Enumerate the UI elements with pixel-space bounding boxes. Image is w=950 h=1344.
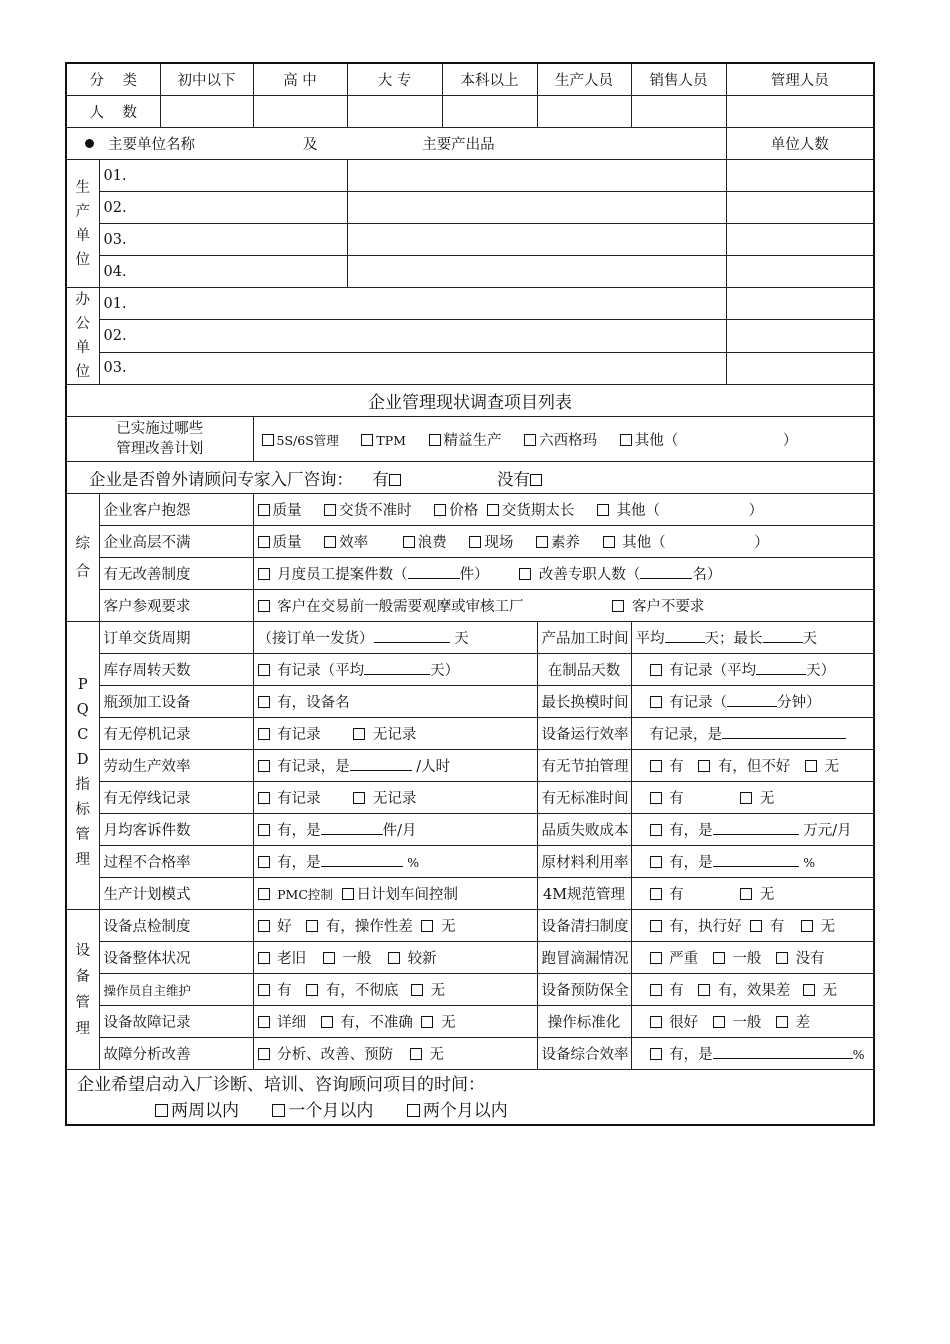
pqcd-side-label: P Q C D 指 标 管 理 bbox=[66, 622, 99, 910]
checkbox-option[interactable]: 有，不准确 bbox=[321, 1015, 413, 1031]
equip-label: 设备点检制度 bbox=[99, 910, 253, 942]
prod-unit-product[interactable] bbox=[347, 256, 726, 288]
checkbox-daily-plan[interactable]: 日计划车间控制 bbox=[342, 887, 459, 903]
pqcd-label: 月均客诉件数 bbox=[99, 814, 253, 846]
checkbox-5s[interactable]: 5S/6S管理 bbox=[262, 433, 339, 449]
complaint-count[interactable]: 有，是 件/月 bbox=[253, 814, 537, 846]
other-close: ） bbox=[782, 432, 798, 449]
pqcd-label: 过程不合格率 bbox=[99, 846, 253, 878]
pqcd-label: 4M规范管理 bbox=[537, 878, 631, 910]
pqcd-label: 有无标准时间 bbox=[537, 782, 631, 814]
checkbox-option[interactable]: 无 bbox=[801, 919, 835, 935]
checkbox-proposal[interactable]: 月度员工提案件数（ 件） bbox=[258, 567, 489, 583]
general-row bbox=[66, 558, 874, 590]
checkbox-quality[interactable]: 质量 bbox=[258, 503, 302, 519]
units-name-label: 主要单位名称 bbox=[108, 137, 195, 153]
checkbox-tpm[interactable]: TPM bbox=[361, 433, 406, 449]
checkbox-waste[interactable]: 浪费 bbox=[403, 535, 447, 551]
pqcd-label: 原材料利用率 bbox=[537, 846, 631, 878]
office-unit-count[interactable] bbox=[726, 320, 874, 352]
checkbox-option[interactable]: 有 bbox=[750, 919, 784, 935]
checkbox-late[interactable]: 交货不准时 bbox=[324, 503, 412, 519]
count-field[interactable] bbox=[537, 96, 631, 128]
office-unit-count[interactable] bbox=[726, 352, 874, 384]
count-field[interactable] bbox=[631, 96, 726, 128]
edu-col: 初中以下 bbox=[160, 63, 253, 96]
office-unit-name[interactable]: 03. bbox=[99, 352, 726, 384]
checkbox-option[interactable]: 较新 bbox=[388, 951, 437, 967]
checkbox-option[interactable]: 严重 bbox=[650, 951, 699, 967]
equip-label: 设备整体状况 bbox=[99, 942, 253, 974]
edu-col: 本科以上 bbox=[442, 63, 537, 96]
pqcd-row bbox=[66, 846, 874, 878]
pqcd-label: 有无停机记录 bbox=[99, 718, 253, 750]
edu-category-label: 分 类 bbox=[66, 63, 160, 96]
equip-label: 设备综合效率 bbox=[537, 1038, 631, 1070]
equip-label: 设备清扫制度 bbox=[537, 910, 631, 942]
prod-unit-row bbox=[66, 192, 874, 224]
count-field[interactable] bbox=[160, 96, 253, 128]
checkbox-quality[interactable]: 质量 bbox=[258, 535, 302, 551]
changeover-record[interactable]: 有记录（ 分钟） bbox=[631, 686, 874, 718]
footer-cell bbox=[66, 1070, 874, 1126]
pqcd-label: 最长换模时间 bbox=[537, 686, 631, 718]
checkbox-lean[interactable]: 精益生产 bbox=[429, 433, 502, 449]
footer-question: 企业希望启动入厂诊断、培训、咨询顾问项目的时间： bbox=[77, 1075, 485, 1095]
office-unit-row bbox=[66, 288, 874, 320]
prod-unit-name[interactable]: 04. bbox=[99, 256, 347, 288]
count-field[interactable] bbox=[442, 96, 537, 128]
pqcd-label: 产品加工时间 bbox=[537, 622, 631, 654]
prod-unit-row bbox=[66, 256, 874, 288]
office-unit-name[interactable]: 02. bbox=[99, 320, 726, 352]
checkbox-no[interactable]: 无 bbox=[740, 791, 774, 807]
prod-unit-product[interactable] bbox=[347, 224, 726, 256]
quality-failure-cost[interactable]: 有，是 万元/月 bbox=[631, 814, 874, 846]
equip-label: 故障分析改善 bbox=[99, 1038, 253, 1070]
units-header-row bbox=[66, 128, 874, 160]
edu-col: 销售人员 bbox=[631, 63, 726, 96]
office-unit-count[interactable] bbox=[726, 288, 874, 320]
consult-question: 企业是否曾外请顾问专家入厂咨询： 有 没有 bbox=[66, 462, 874, 494]
checkbox-site[interactable]: 现场 bbox=[469, 535, 513, 551]
wip-record[interactable]: 有记录（平均 天） bbox=[631, 654, 874, 686]
consult-row bbox=[66, 462, 874, 494]
equip-row bbox=[66, 1006, 874, 1038]
inventory-record[interactable]: 有记录（平均 天） bbox=[253, 654, 537, 686]
pqcd-row bbox=[66, 750, 874, 782]
prod-unit-name[interactable]: 02. bbox=[99, 192, 347, 224]
checkbox-other[interactable]: 其他（ bbox=[603, 535, 666, 551]
units-products-label: 主要产出品 bbox=[422, 137, 495, 153]
pqcd-label: 品质失败成本 bbox=[537, 814, 631, 846]
prod-unit-count[interactable] bbox=[726, 192, 874, 224]
office-unit-row bbox=[66, 320, 874, 352]
checkbox-no[interactable]: 无 bbox=[805, 759, 839, 775]
checkbox-option[interactable]: 无 bbox=[421, 1015, 455, 1031]
checkbox-yes[interactable]: 有 bbox=[650, 887, 684, 903]
equip-row bbox=[66, 974, 874, 1006]
count-field[interactable] bbox=[726, 96, 874, 128]
general-row bbox=[66, 590, 874, 622]
prod-unit-product[interactable] bbox=[347, 160, 726, 192]
checkbox-option[interactable]: 无 bbox=[421, 919, 455, 935]
checkbox-yes[interactable]: 有 bbox=[650, 791, 684, 807]
edu-header-row bbox=[66, 63, 874, 96]
prod-unit-count[interactable] bbox=[726, 224, 874, 256]
general-label: 有无改善制度 bbox=[99, 558, 253, 590]
general-row: 综 合 企业客户抱怨 质量 交货不准时 价格 交货期太长 其他（ ） bbox=[66, 494, 874, 526]
equip-row bbox=[66, 1038, 874, 1070]
equip-label: 设备预防保全 bbox=[537, 974, 631, 1006]
checkbox-pmc[interactable]: PMC控制 bbox=[258, 887, 333, 903]
checkbox-option[interactable]: 有，效果差 bbox=[698, 983, 790, 999]
general-label: 客户参观要求 bbox=[99, 590, 253, 622]
prod-unit-count[interactable] bbox=[726, 160, 874, 192]
checkbox-has-record[interactable]: 有记录 bbox=[258, 727, 321, 743]
edu-col: 管理人员 bbox=[726, 63, 874, 96]
general-row: 企业高层不满 质量 效率 浪费 现场 素养 其他（ ） bbox=[66, 526, 874, 558]
checkbox-no-record[interactable]: 无记录 bbox=[353, 727, 416, 743]
checkbox-option[interactable]: 有，操作性差 bbox=[306, 919, 413, 935]
edu-col: 生产人员 bbox=[537, 63, 631, 96]
checkbox-one-month[interactable]: 一个月以内 bbox=[272, 1101, 373, 1121]
checkbox-yes-poor[interactable]: 有，但不好 bbox=[698, 759, 790, 775]
improve-label: 已实施过哪些 管理改善计划 bbox=[66, 417, 253, 462]
pqcd-label: 瓶颈加工设备 bbox=[99, 686, 253, 718]
pqcd-row bbox=[66, 654, 874, 686]
pqcd-row: P Q C D 指 标 管 理 订单交货周期 （接订单一发货） 天 产品加工时间 平均 天；最长 天 bbox=[66, 622, 874, 654]
edu-col: 高 中 bbox=[253, 63, 347, 96]
improve-row bbox=[66, 417, 874, 462]
checkbox-price[interactable]: 价格 bbox=[434, 503, 478, 519]
pqcd-row bbox=[66, 782, 874, 814]
checkbox-other[interactable]: 其他（ bbox=[597, 503, 660, 519]
checkbox-efficiency[interactable]: 效率 bbox=[324, 535, 368, 551]
general-label: 企业客户抱怨 bbox=[99, 494, 253, 526]
count-field[interactable] bbox=[347, 96, 442, 128]
pqcd-row bbox=[66, 686, 874, 718]
equip-label: 跑冒滴漏情况 bbox=[537, 942, 631, 974]
pqcd-row bbox=[66, 814, 874, 846]
equip-row bbox=[66, 910, 874, 942]
equip-label: 操作标准化 bbox=[537, 1006, 631, 1038]
prod-unit-name[interactable]: 03. bbox=[99, 224, 347, 256]
prod-unit-row bbox=[66, 160, 874, 192]
checkbox-option[interactable]: 好 bbox=[258, 919, 292, 935]
bottleneck-equipment[interactable]: 有，设备名 bbox=[253, 686, 537, 718]
prod-unit-row bbox=[66, 224, 874, 256]
checkbox-lead-time[interactable]: 交货期太长 bbox=[487, 503, 575, 519]
checkbox-visit-none[interactable]: 客户不要求 bbox=[612, 599, 704, 615]
footer-row bbox=[66, 1070, 874, 1126]
labor-productivity[interactable]: 有记录，是 /人时 bbox=[253, 750, 537, 782]
survey-title-row bbox=[66, 385, 874, 417]
count-field[interactable] bbox=[253, 96, 347, 128]
checkbox-option[interactable]: 有，执行好 bbox=[650, 919, 742, 935]
equip-row bbox=[66, 942, 874, 974]
checkbox-option[interactable]: 没有 bbox=[776, 951, 825, 967]
checkbox-visit-required[interactable]: 客户在交易前一般需要观摩或审核工厂 bbox=[258, 599, 524, 615]
survey-form bbox=[65, 62, 875, 1126]
pqcd-label: 在制品天数 bbox=[537, 654, 631, 686]
office-unit-name[interactable]: 01. bbox=[99, 288, 726, 320]
pqcd-row bbox=[66, 718, 874, 750]
checkbox-yes[interactable]: 有 bbox=[650, 759, 684, 775]
prod-unit-product[interactable] bbox=[347, 192, 726, 224]
general-side-label: 综 合 bbox=[66, 494, 99, 622]
pqcd-label: 劳动生产效率 bbox=[99, 750, 253, 782]
consult-no[interactable]: 没有 bbox=[497, 470, 545, 489]
checkbox-no-record[interactable]: 无记录 bbox=[353, 791, 416, 807]
units-count-label: 单位人数 bbox=[726, 128, 874, 160]
checkbox-option[interactable]: 无 bbox=[410, 1047, 444, 1063]
office-unit-side-label: 办 公 单 位 bbox=[66, 288, 99, 385]
checkbox-option[interactable]: 老旧 bbox=[258, 951, 307, 967]
survey-title: 企业管理现状调查项目列表 bbox=[66, 385, 874, 417]
equip-side-label: 设 备 管 理 bbox=[66, 910, 99, 1070]
consult-yes[interactable]: 有 bbox=[372, 470, 404, 489]
prod-unit-name[interactable]: 01. bbox=[99, 160, 347, 192]
checkbox-option[interactable]: 一般 bbox=[713, 1015, 762, 1031]
checkbox-option[interactable]: 一般 bbox=[323, 951, 372, 967]
checkbox-two-weeks[interactable]: 两周以内 bbox=[155, 1101, 239, 1121]
checkbox-option[interactable]: 无 bbox=[803, 983, 837, 999]
defect-rate[interactable]: 有，是 % bbox=[253, 846, 537, 878]
material-utilization[interactable]: 有，是 % bbox=[631, 846, 874, 878]
oee-field[interactable]: 有，是 % bbox=[631, 1038, 874, 1070]
checkbox-option[interactable]: 差 bbox=[776, 1015, 810, 1031]
prod-unit-count[interactable] bbox=[726, 256, 874, 288]
pqcd-row bbox=[66, 878, 874, 910]
units-and-label: 及 bbox=[303, 137, 318, 153]
edu-count-row bbox=[66, 96, 874, 128]
checkbox-option[interactable]: 很好 bbox=[650, 1015, 699, 1031]
checkbox-dedicated[interactable]: 改善专职人数（ 名） bbox=[519, 567, 721, 583]
pqcd-label: 订单交货周期 bbox=[99, 622, 253, 654]
checkbox-has-record[interactable]: 有记录 bbox=[258, 791, 321, 807]
checkbox-option[interactable]: 有 bbox=[258, 983, 292, 999]
office-unit-row bbox=[66, 352, 874, 384]
general-label: 企业高层不满 bbox=[99, 526, 253, 558]
prod-unit-side-label: 生 产 单 位 bbox=[66, 160, 99, 288]
pqcd-label: 设备运行效率 bbox=[537, 718, 631, 750]
checkbox-option[interactable]: 有，不彻底 bbox=[306, 983, 398, 999]
pqcd-label: 生产计划模式 bbox=[99, 878, 253, 910]
checkbox-discipline[interactable]: 素养 bbox=[536, 535, 580, 551]
checkbox-option[interactable]: 分析、改善、预防 bbox=[258, 1047, 394, 1063]
edu-col: 大 专 bbox=[347, 63, 442, 96]
improve-options bbox=[253, 417, 874, 462]
checkbox-option[interactable]: 详细 bbox=[258, 1015, 307, 1031]
checkbox-option[interactable]: 无 bbox=[411, 983, 445, 999]
pqcd-label: 库存周转天数 bbox=[99, 654, 253, 686]
equipment-efficiency[interactable]: 有记录，是 bbox=[631, 718, 874, 750]
edu-count-label: 人 数 bbox=[66, 96, 160, 128]
equip-label: 设备故障记录 bbox=[99, 1006, 253, 1038]
equip-label: 操作员自主维护 bbox=[99, 974, 253, 1006]
checkbox-option[interactable]: 一般 bbox=[713, 951, 762, 967]
checkbox-other[interactable]: 其他（ bbox=[620, 433, 679, 449]
checkbox-six-sigma[interactable]: 六西格玛 bbox=[524, 433, 597, 449]
bullet-icon bbox=[85, 139, 94, 148]
checkbox-two-months[interactable]: 两个月以内 bbox=[407, 1101, 508, 1121]
checkbox-option[interactable]: 有 bbox=[650, 983, 684, 999]
pqcd-label: 有无停线记录 bbox=[99, 782, 253, 814]
pqcd-label: 有无节拍管理 bbox=[537, 750, 631, 782]
checkbox-no[interactable]: 无 bbox=[740, 887, 774, 903]
